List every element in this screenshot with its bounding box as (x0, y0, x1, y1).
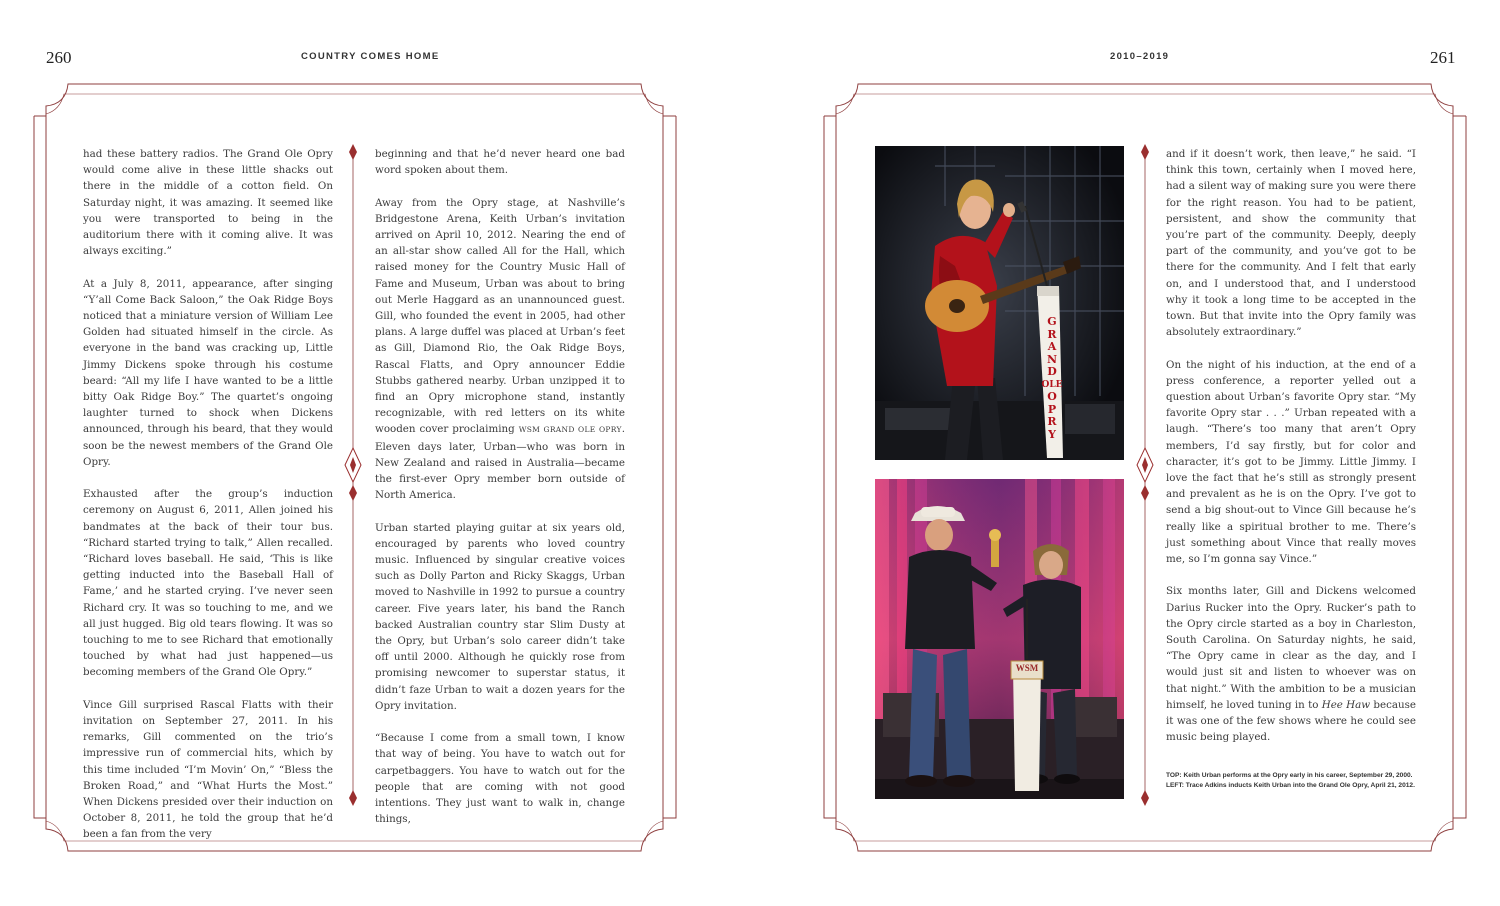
stand-letter: R (1047, 327, 1057, 341)
stand-letter: R (1047, 415, 1057, 428)
stand-letter: Y (1048, 427, 1056, 441)
paragraph: “Because I come from a small town, I know that way of being. You have to watch out for carpetbaggers. You have to watch out for the people that are coming with not good intentions. They just want to walk in, change things, (375, 732, 625, 826)
paragraph-text: because it was one of the few shows where he could see music being played. (1166, 698, 1416, 744)
paragraph: Urban started playing guitar at six years old, encouraged by parents who loved country music. Influenced by singular creative voices such as Dolly Parton and Ricky Skaggs, Urban moved to Nashville in 1992 to pursue a country career. Five years later, his band the Ranch backed Australian country star Slim Dusty at the Opry, but Urban’s solo career didn’t take off until 2000. Although he quickly rose from promising newcomer to superstar status, it didn’t faze Urban to wait a dozen years for the Opry invitation. (375, 521, 625, 712)
small-caps-text: WSM GRAND OLE OPRY (518, 425, 622, 435)
page-number: 261 (1430, 48, 1456, 67)
text-column (1166, 146, 1416, 745)
photo-keith-urban-performing (875, 146, 1124, 460)
paragraph: At a July 8, 2011, appearance, after singing “Y’all Come Back Saloon,” the Oak Ridge Boys noticed that a miniature version of William Lee Golden had situated himself in the circle. As everyone in the band was cracking up, Little Jimmy Dickens spoke through his costume beard: “All my life I have wanted to be a little bitty Oak Ridge Boy.” The quartet’s ongoing laughter turned to shock when Dickens announced, through his beard, that they would soon be the newest members of the Grand Ole Opry. (83, 277, 333, 468)
text-column-2 (375, 146, 625, 827)
paragraph (1166, 583, 1416, 745)
stand-letter: A (1047, 340, 1057, 353)
column-rule (1137, 144, 1153, 806)
column-rule (345, 144, 361, 806)
running-head: 2010–2019 (1110, 51, 1170, 62)
photo-caption: TOP: Keith Urban performs at the Opry early in his career, September 29, 2000. LEFT: Trace Adkins inducts Keith Urban into the Grand Ole Opry, April 21, 2012. (1166, 772, 1415, 789)
stand-letter: P (1047, 402, 1057, 416)
stand-logo: WSM (1015, 663, 1039, 673)
paragraph: Vince Gill surprised Rascal Flatts with their invitation on September 27, 2011. In his remarks, Gill commented on the trio’s impressive run of commercial hits, which by this time included “I’m Movin’ On,” “Bless the Broken Road,” and “What Hurts the Most.” When Dickens presided over their induction on October 8, 2011, he told the group that he’d been a fan from the very (83, 698, 333, 841)
paragraph: had these battery radios. The Grand Ole Opry would come alive in these little shacks out there in the middle of a cotton field. On Saturday night, it was amazing. It seemed like you were transported to being in the auditorium there with it coming alive. It was always exciting.” (83, 148, 333, 258)
stand-letter: OLE (1041, 379, 1063, 390)
paragraph: On the night of his induction, at the end of a press conference, a reporter yelled out a question about Urban’s favorite Opry star. “My favorite Opry star . . .” Urban repeated with a laugh. “There’s too many that aren’t Opry members, I’d say firstly, but for color and character, it’s got to be Jimmy. Little Jimmy. I love the fact that he’s still as strongly present and prevalent as he is on the Opry. I’ve got to send a big shout-out to Vince Gill because he’s really like a spiritual brother to me. There’s just something about Vince that really moves me, so I’m gonna say Vince.” (1166, 358, 1416, 566)
paragraph-text: Six months later, Gill and Dickens welcomed Darius Rucker into the Opry. Rucker’s path to the Opry circle started as a boy in Charleston, South Carolina. On Saturday nights, he said, “The Opry came in clear as the day, and I would just sit and listen to whoever was on that night.” With the ambition to be a musician himself, he loved tuning in to (1166, 585, 1416, 711)
right-page (750, 0, 1500, 906)
running-head: COUNTRY COMES HOME (301, 51, 440, 62)
paragraph: beginning and that he’d never heard one bad word spoken about them. (375, 148, 625, 177)
paragraph: Exhausted after the group’s induction ceremony on August 6, 2011, Allen joined his bandmates at the back of their tour bus. “Richard started trying to talk,” Allen recalled. “Richard loves baseball. He said, ‘This is like getting inducted into the Baseball Hall of Fame,’ and he started crying. I’ve never seen Richard cry. It was so touching to me, and we all just hugged. Big old tears flowing. It was so touching to me to see Richard that emotionally touched by what had just happened—us becoming members of the Grand Ole Opry.” (83, 488, 333, 679)
photo-induction (875, 479, 1124, 799)
stand-letter: G (1047, 315, 1057, 328)
paragraph-text: . Eleven days later, Urban—who was born in New Zealand and raised in Australia—became the first-ever Opry member born outside of North America. (375, 423, 625, 502)
paragraph-text: Away from the Opry stage, at Nashville’s Bridgestone Arena, Keith Urban’s invitation arrived on April 10, 2012. Nearing the end of an all-star show called All for the Hall, which raised money for the Country Music Hall of Fame and Museum, Urban was about to bring out Merle Haggard as an unannounced guest. Gill, who founded the event in 2005, had other plans. A large duffel was placed at Urban’s feet as Gill, Diamond Rio, the Oak Ridge Boys, Rascal Flatts, and Opry announcer Eddie Stubbs gathered nearby. Urban unzipped it to find an Opry microphone stand, instantly recognizable, with red letters on its white wooden cover proclaiming (375, 196, 625, 436)
mic-stand-lettering (1041, 316, 1063, 441)
stand-letter: N (1046, 352, 1058, 366)
paragraph: and if it doesn’t work, then leave,” he said. “I think this town, certainly when I moved here, had a silent way of making sure you were there for the right reason. You had to be patient, persistent, and show the community that you’re part of the community. Deeply, deeply part of the community, and you’ve got to be there for the community. And I felt that early on, and I understood that, and I understood why it took a long time to be accepted in the town. But that invite into the Opry family was absolutely extraordinary.” (1166, 148, 1416, 339)
stand-letter: O (1047, 390, 1057, 403)
paragraph (375, 195, 625, 504)
text-column-1 (83, 146, 333, 843)
stand-letter: D (1047, 365, 1057, 378)
italic-title: Hee Haw (1321, 698, 1371, 711)
page-number: 260 (46, 48, 72, 67)
